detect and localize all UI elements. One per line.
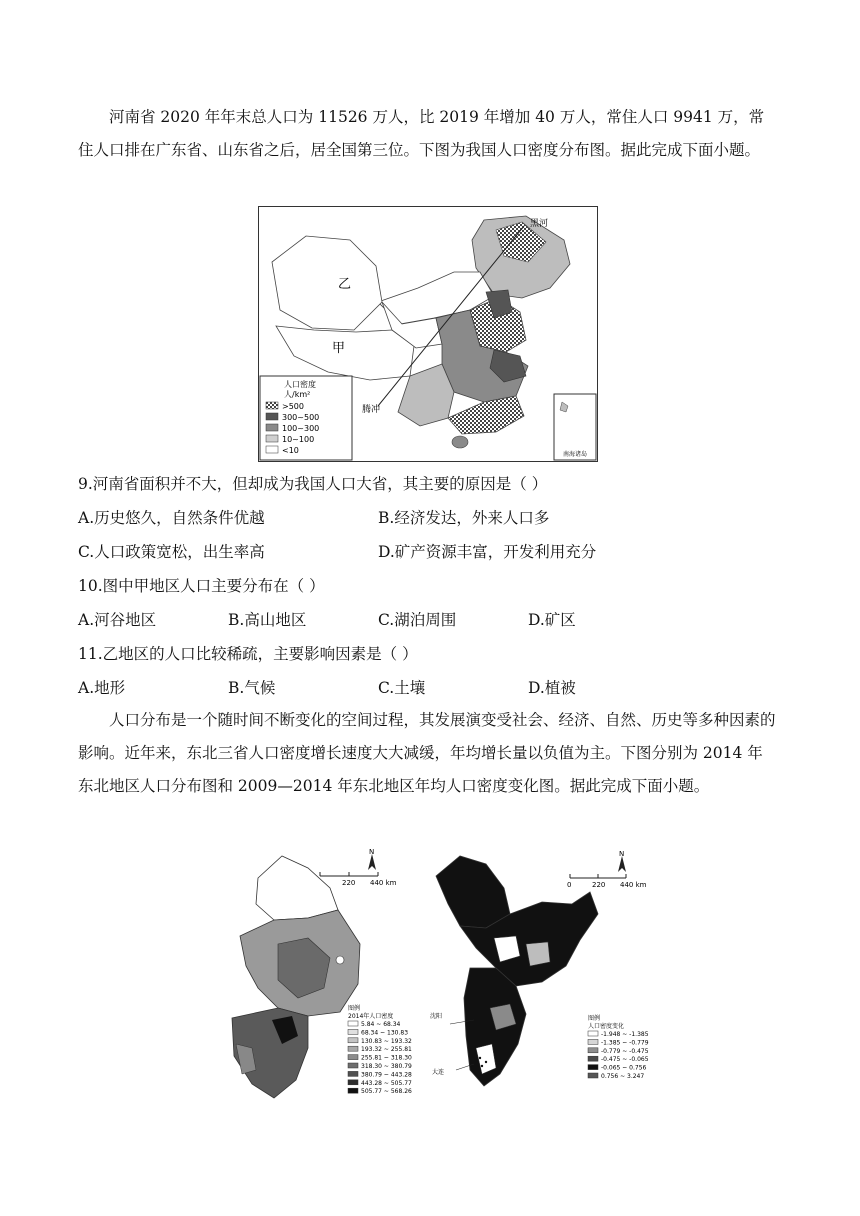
q11-option-b: B.气候 — [228, 679, 276, 697]
map2-legend-swatch-3 — [348, 1038, 358, 1043]
region-label-yi: 乙 — [338, 277, 352, 292]
map3-legend-swatch-5 — [588, 1065, 598, 1070]
map3-legend-swatch-4 — [588, 1056, 598, 1061]
map3-scale — [567, 874, 647, 889]
map3-legend-swatch-2 — [588, 1039, 598, 1044]
legend-item-5: <10 — [282, 446, 299, 455]
legend-item-3: 100~300 — [282, 424, 320, 433]
scale-0: 0 — [567, 881, 572, 889]
map2-scale — [318, 872, 397, 887]
legend-head: 图例 — [588, 1015, 601, 1022]
q10-option-a: A.河谷地区 — [78, 611, 157, 629]
map2-legend-swatch-2 — [348, 1029, 358, 1034]
scale-440: 440 km — [370, 879, 397, 887]
map2-legend-swatch-7 — [348, 1071, 358, 1076]
question-9-stem: 9.河南省面积并不大，但却成为我国人口大省，其主要的原因是（ ） — [78, 475, 548, 493]
inset-label: 南海诸岛 — [562, 451, 588, 458]
label-heihe: 黑河 — [530, 219, 549, 229]
map2-legend-swatch-8 — [348, 1080, 358, 1085]
map3-legend-item-6: 0.756 ~ 3.247 — [601, 1073, 645, 1080]
legend-item-2: 300~500 — [282, 413, 320, 422]
north-arrow-icon — [618, 850, 626, 872]
legend-title: 2014年人口密度 — [348, 1013, 394, 1020]
map2-legend — [348, 1004, 412, 1095]
q10-option-b: B.高山地区 — [228, 611, 307, 629]
map3-legend-item-3: -0.779 ~ -0.475 — [601, 1047, 649, 1055]
q9-option-d: D.矿产资源丰富，开发利用充分 — [378, 543, 597, 561]
q11-option-d: D.植被 — [528, 679, 576, 697]
map2-legend-item-3: 130.83 ~ 193.32 — [361, 1037, 412, 1045]
q9-option-b: B.经济发达，外来人口多 — [378, 509, 550, 527]
map2-legend-swatch-1 — [348, 1021, 358, 1026]
south-china-sea-inset — [554, 394, 596, 460]
map2-legend-item-7: 380.79 ~ 443.28 — [361, 1071, 412, 1079]
map3-legend — [588, 1014, 649, 1080]
map2-legend-swatch-9 — [348, 1088, 358, 1093]
label-tengchong: 腾冲 — [362, 405, 381, 415]
region-label-jia: 甲 — [332, 341, 346, 356]
map3-legend-swatch-6 — [588, 1073, 598, 1078]
question-10-stem: 10.图中甲地区人口主要分布在（ ） — [78, 577, 325, 595]
scale-440: 440 km — [620, 881, 647, 889]
legend-title-2: 人/km² — [284, 390, 311, 399]
map2-legend-item-5: 255.81 ~ 318.30 — [361, 1054, 412, 1062]
map2-legend-item-2: 68.34 ~ 130.83 — [361, 1029, 409, 1037]
north-arrow-icon — [368, 848, 376, 870]
legend-title-1: 人口密度 — [284, 380, 316, 389]
intro-paragraph-1: 河南省 2020 年年末总人口为 11526 万人，比 2019 年增加 40 万人，常住人口 9941 万，常住人口排在广东省、山东省之后，居全国第三位。下图为我国人口密度分布图。据此完成下面小题。 — [78, 108, 765, 159]
scale-220: 220 — [342, 879, 356, 887]
q9-option-a: A.历史悠久，自然条件优越 — [78, 509, 265, 527]
label-shenyang: 沈阳 — [430, 1013, 443, 1020]
map3-legend-item-4: -0.475 ~ -0.065 — [601, 1056, 649, 1064]
question-11-stem: 11.乙地区的人口比较稀疏，主要影响因素是（ ） — [78, 645, 418, 663]
map3-legend-swatch-1 — [588, 1031, 598, 1036]
legend-title: 人口密度变化 — [588, 1023, 625, 1030]
scale-220: 220 — [592, 881, 606, 889]
china-population-density-map — [258, 206, 598, 462]
legend-item-1: >500 — [282, 402, 304, 411]
legend-head: 图例 — [348, 1005, 361, 1012]
map2-legend-item-9: 505.77 ~ 568.26 — [361, 1088, 412, 1096]
q9-option-c: C.人口政策宽松，出生率高 — [78, 543, 265, 561]
map2-legend-item-4: 193.32 ~ 255.81 — [361, 1046, 412, 1054]
northeast-density-2014-map — [212, 848, 432, 1110]
northeast-density-change-map — [430, 848, 670, 1110]
map2-legend-item-1: 5.84 ~ 68.34 — [361, 1021, 401, 1028]
map2-legend-item-6: 318.30 ~ 380.79 — [361, 1063, 412, 1070]
q11-option-a: A.地形 — [78, 679, 126, 697]
label-dalian: 大连 — [432, 1069, 445, 1076]
map2-legend-swatch-5 — [348, 1055, 358, 1060]
map3-legend-item-2: -1.385 ~ -0.779 — [601, 1039, 649, 1047]
legend-item-4: 10~100 — [282, 435, 315, 444]
map3-legend-item-1: -1.948 ~ -1.385 — [601, 1031, 649, 1038]
intro-paragraph-2: 人口分布是一个随时间不断变化的空间过程，其发展演变受社会、经济、自然、历史等多种因素的影响。近年来，东北三省人口密度增长速度大大减缓，年均增长量以负值为主。下图分别为 2014 年东北地区人口分布图和 2009—2014 年东北地区年均人口密度变化图。据此完成下面小题。 — [78, 711, 776, 795]
map2-legend-swatch-6 — [348, 1063, 358, 1068]
q10-option-d: D.矿区 — [528, 611, 576, 629]
q11-option-c: C.土壤 — [378, 679, 426, 697]
map1-legend — [260, 376, 352, 460]
north-label: N — [619, 850, 625, 858]
north-label: N — [369, 848, 375, 856]
map3-legend-item-5: -0.065 ~ 0.756 — [601, 1064, 647, 1072]
map2-legend-swatch-4 — [348, 1046, 358, 1051]
map2-legend-item-8: 443.28 ~ 505.77 — [361, 1079, 412, 1087]
map3-legend-swatch-3 — [588, 1048, 598, 1053]
q10-option-c: C.湖泊周围 — [378, 611, 457, 629]
